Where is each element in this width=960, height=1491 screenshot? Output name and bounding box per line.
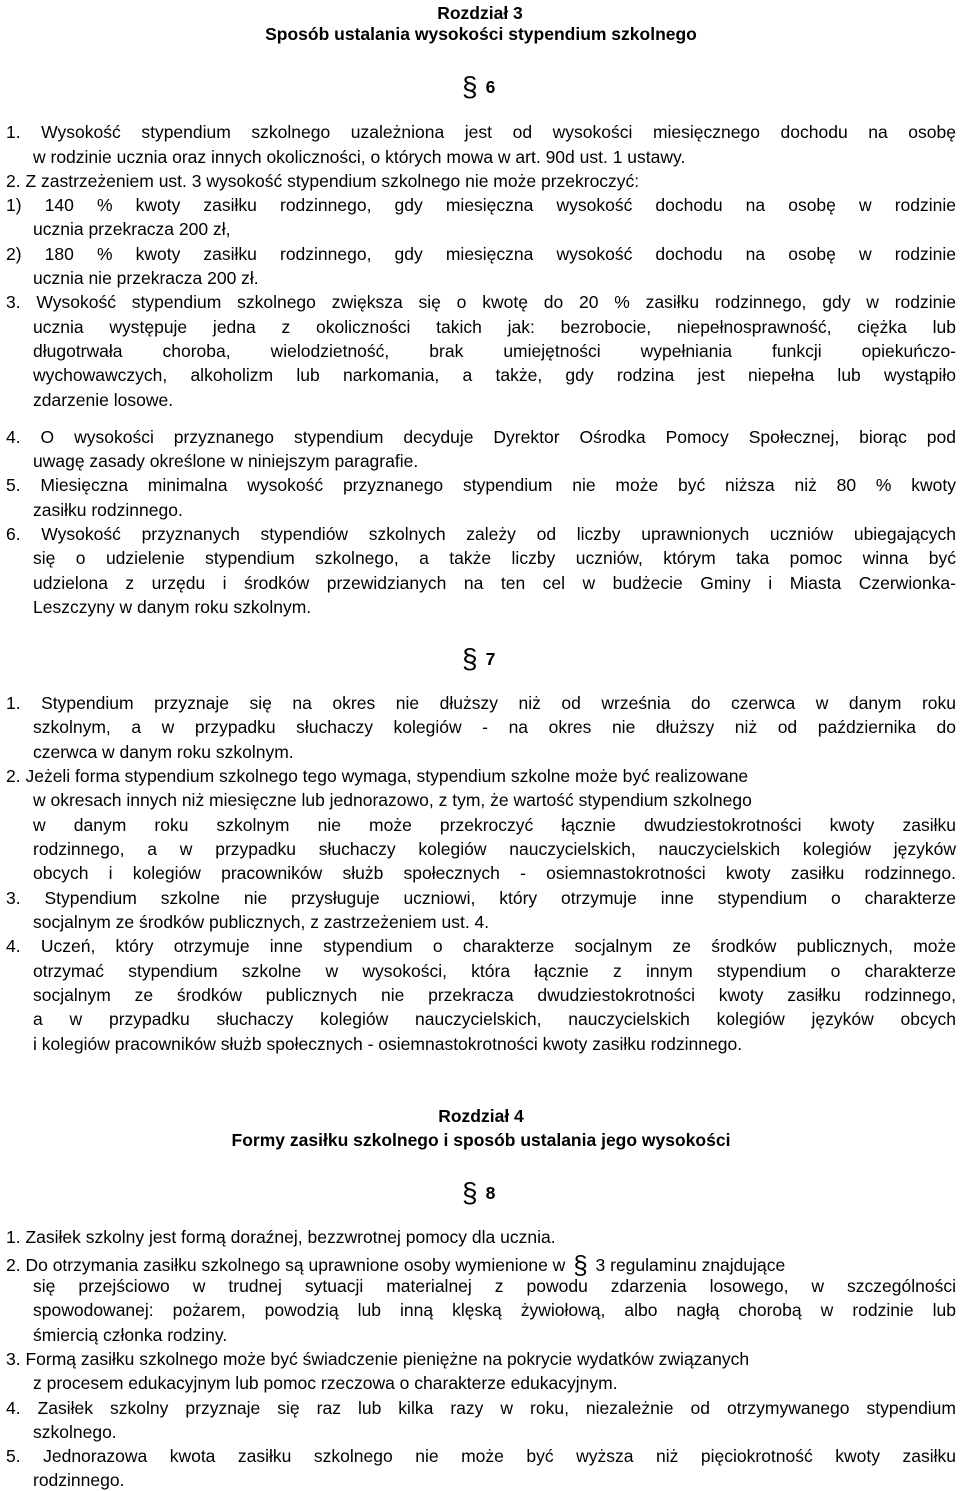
paragraph-line: 4. Zasiłek szkolny przyznaje się raz lub kilka razy w roku, niezależnie od otrzymywanego stypendium	[6, 1398, 956, 1418]
paragraph-line: 4. Uczeń, który otrzymuje inne stypendium o charakterze socjalnym ze środków publicznych, może	[6, 936, 956, 956]
paragraph-line: 2. Jeżeli forma stypendium szkolnego tego wymaga, stypendium szkolne może być realizowane	[6, 766, 749, 786]
paragraph-line: spowodowanej: pożarem, powodzią lub inną klęską żywiołową, albo nagłą chorobą w rodzinie lub	[33, 1300, 956, 1320]
paragraph-line: się przejściowo w trudnej sytuacji materialnej z powodu zdarzenia losowego, w szczególności	[33, 1276, 956, 1296]
paragraph-line: uwagę zasady określone w niniejszym paragrafie.	[33, 451, 419, 471]
paragraph-line: śmiercią członka rodziny.	[33, 1325, 228, 1345]
paragraph-line: w rodzinie ucznia oraz innych okoliczności, o których mowa w art. 90d ust. 1 ustawy.	[33, 147, 686, 167]
paragraph-line	[6, 1250, 786, 1280]
paragraph-text: 3 regulaminu znajdujące	[595, 1255, 786, 1275]
paragraph-line: rodzinnego.	[33, 1470, 125, 1490]
section-symbol: §	[573, 1250, 588, 1280]
paragraph-line: 2) 180 % kwoty zasiłku rodzinnego, gdy miesięczna wysokość dochodu na osobę w rodzinie	[6, 244, 956, 264]
paragraph-line: wychowawczych, alkoholizm lub narkomania, a także, gdy rodzina jest niepełna lub wystąpiło	[33, 365, 956, 385]
section-6-heading	[462, 71, 496, 102]
paragraph-line: zdarzenie losowe.	[33, 390, 174, 410]
chapter-4-label: Rozdział 4	[438, 1106, 524, 1126]
paragraph-line: szkolnego.	[33, 1422, 117, 1442]
paragraph-line: socjalnym ze środków publicznych, z zastrzeżeniem ust. 4.	[33, 912, 490, 932]
paragraph-line: 1. Zasiłek szkolny jest formą doraźnej, bezzwrotnej pomocy dla ucznia.	[6, 1227, 556, 1247]
section-number: 7	[485, 649, 496, 669]
section-symbol: §	[462, 643, 478, 674]
paragraph-line: a w przypadku słuchaczy kolegiów nauczycielskich, nauczycielskich kolegiów języków obcych	[33, 1009, 956, 1029]
paragraph-line: 4. O wysokości przyznanego stypendium decyduje Dyrektor Ośrodka Pomocy Społecznej, biorąc pod	[6, 427, 956, 447]
paragraph-line: 1. Stypendium przyznaje się na okres nie dłuższy niż od września do czerwca w danym roku	[6, 693, 956, 713]
section-7-heading	[462, 643, 496, 674]
paragraph-line: rodzinnego, a w przypadku słuchaczy kolegiów nauczycielskich, nauczycielskich kolegiów języków	[33, 839, 956, 859]
paragraph-line: długotrwała choroba, wielodzietność, brak umiejętności wypełniania funkcji opiekuńczo-	[33, 341, 956, 361]
paragraph-text: 2. Do otrzymania zasiłku szkolnego są uprawnione osoby wymienione w	[6, 1255, 566, 1275]
paragraph-line: w danym roku szkolnym nie może przekroczyć łącznie dwudziestokrotności kwoty zasiłku	[33, 815, 956, 835]
paragraph-line: 5. Jednorazowa kwota zasiłku szkolnego nie może być wyższa niż pięciokrotność kwoty zasiłku	[6, 1446, 956, 1466]
paragraph-line: 1. Wysokość stypendium szkolnego uzależniona jest od wysokości miesięcznego dochodu na osobę	[6, 122, 956, 142]
paragraph-line: 2. Z zastrzeżeniem ust. 3 wysokość stypendium szkolnego nie może przekroczyć:	[6, 171, 640, 191]
paragraph-line: socjalnym ze środków publicznych nie przekracza dwudziestokrotności kwoty zasiłku rodzinnego,	[33, 985, 956, 1005]
paragraph-line: 1) 140 % kwoty zasiłku rodzinnego, gdy miesięczna wysokość dochodu na osobę w rodzinie	[6, 195, 956, 215]
paragraph-line: udzielona z urzędu i środków przewidzianych na ten cel w budżecie Gminy i Miasta Czerwionka-	[33, 573, 956, 593]
section-symbol: §	[462, 71, 478, 102]
paragraph-line: ucznia przekracza 200 zł,	[33, 219, 231, 239]
section-8-heading	[462, 1177, 496, 1208]
paragraph-line: zasiłku rodzinnego.	[33, 500, 183, 520]
paragraph-line: i kolegiów pracowników służb społecznych - osiemnastokrotności kwoty zasiłku rodzinnego.	[33, 1034, 743, 1054]
paragraph-line: szkolnym, a w przypadku słuchaczy kolegiów - na okres nie dłuższy niż od października do	[33, 717, 956, 737]
paragraph-line: 3. Formą zasiłku szkolnego może być świadczenie pieniężne na pokrycie wydatków związanych	[6, 1349, 750, 1369]
paragraph-line: otrzymać stypendium szkolne w wysokości, która łącznie z innym stypendium o charakterze	[33, 961, 956, 981]
section-number: 8	[485, 1183, 496, 1203]
paragraph-line: ucznia występuje jedna z okoliczności takich jak: bezrobocie, niepełnosprawność, ciężka lub	[33, 317, 956, 337]
section-number: 6	[485, 77, 496, 97]
paragraph-line: 3. Wysokość stypendium szkolnego zwiększa się o kwotę do 20 % zasiłku rodzinnego, gdy w rodzinie	[6, 292, 956, 312]
paragraph-line: ucznia nie przekracza 200 zł.	[33, 268, 259, 288]
paragraph-line: z procesem edukacyjnym lub pomoc rzeczowa o charakterze edukacyjnym.	[33, 1373, 618, 1393]
paragraph-line: w okresach innych niż miesięczne lub jednorazowo, z tym, że wartość stypendium szkolnego	[33, 790, 752, 810]
paragraph-line: obcych i kolegiów pracowników służb społecznych - osiemnastokrotności kwoty zasiłku rodzinnego.	[33, 863, 956, 883]
paragraph-line: 6. Wysokość przyznanych stypendiów szkolnych zależy od liczby uprawnionych uczniów ubiegających	[6, 524, 956, 544]
paragraph-line: 3. Stypendium szkolne nie przysługuje uczniowi, który otrzymuje inne stypendium o charakterze	[6, 888, 956, 908]
paragraph-line: Leszczyny w danym roku szkolnym.	[33, 597, 312, 617]
section-symbol: §	[462, 1177, 478, 1208]
paragraph-line: 5. Miesięczna minimalna wysokość przyznanego stypendium nie może być niższa niż 80 % kwoty	[6, 475, 956, 495]
paragraph-line: czerwca w danym roku szkolnym.	[33, 742, 294, 762]
chapter-4-title: Formy zasiłku szkolnego i sposób ustalania jego wysokości	[231, 1130, 731, 1150]
chapter-3-title: Sposób ustalania wysokości stypendium szkolnego	[265, 24, 697, 44]
paragraph-line: się o udzielenie stypendium szkolnego, a także liczby uczniów, którym taka pomoc winna być	[33, 548, 956, 568]
chapter-3-label: Rozdział 3	[437, 3, 523, 23]
